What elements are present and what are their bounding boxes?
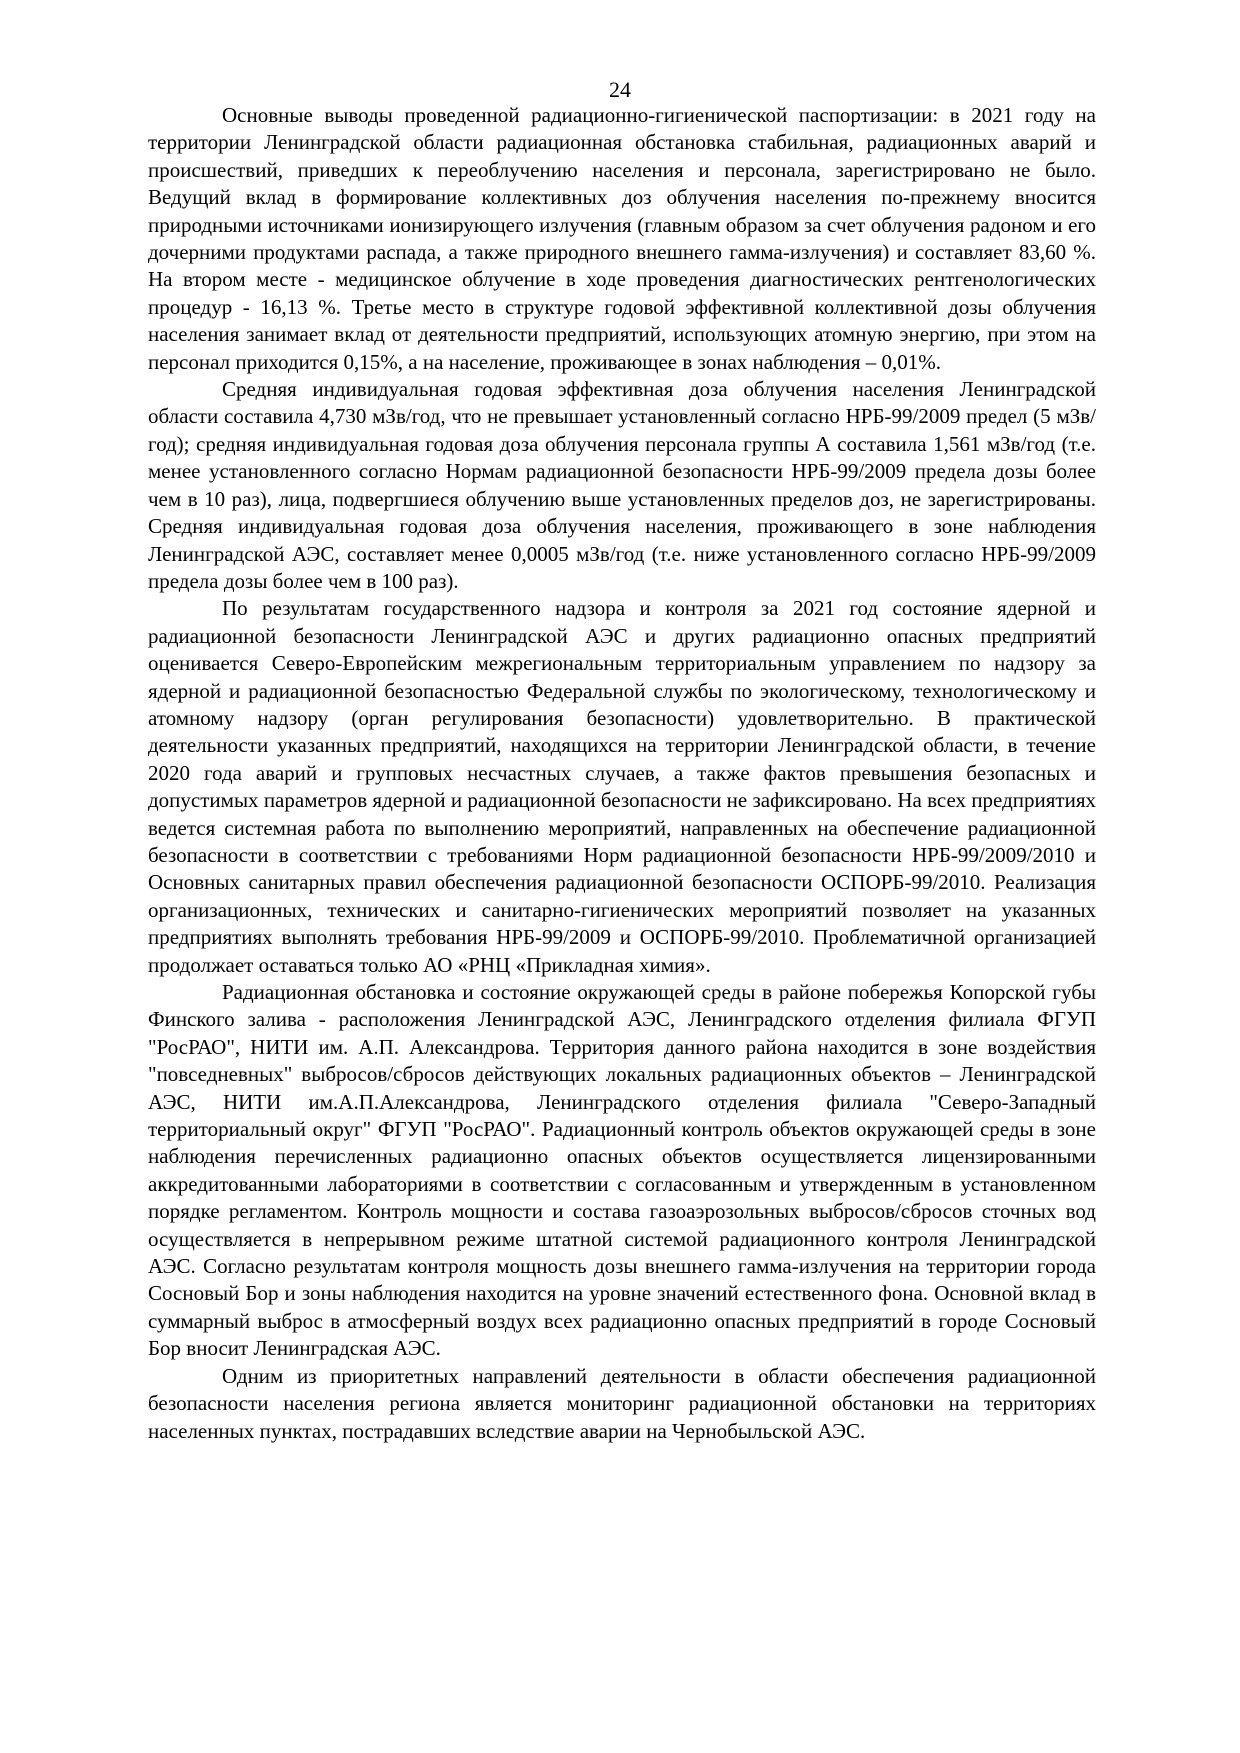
paragraph-state-supervision: По результатам государственного надзора и контроля за 2021 год состояние ядерной и радиационной безопасности Ленинградской АЭС и других радиационно опасных предприятий оценивается Северо-Европейским межрегиональным территориальным управлением по надзору за ядерной и радиационной безопасностью Федеральной службы по экологическому, технологическому и атомному надзору (орган регулирования безопасности) удовлетворительно. В практической деятельности указанных предприятий, находящихся на территории Ленинградской области, в течение 2020 года аварий и групповых несчастных случаев, а также фактов превышения безопасных и допустимых параметров ядерной и радиационной безопасности не зафиксировано. На всех предприятиях ведется системная работа по выполнению мероприятий, направленных на обеспечение радиационной безопасности в соответствии с требованиями Норм радиационной безопасности НРБ-99/2009/2010 и Основных санитарных правил обеспечения радиационной безопасности ОСПОРБ-99/2010. Реализация организационных, технических и санитарно-гигиенических мероприятий позволяет на указанных предприятиях выполнять требования НРБ-99/2009 и ОСПОРБ-99/2010. Проблематичной организацией продолжает оставаться только АО «РНЦ «Прикладная химия».: [148, 596, 1096, 977]
paragraph-summary-conclusions: Основные выводы проведенной радиационно-гигиенической паспортизации: в 2021 году на территории Ленинградской области радиационная обстановка стабильная, радиационных аварий и происшествий, приведших к переоблучению населения и персонала, зарегистрировано не было. Ведущий вклад в формирование коллективных доз облучения населения по-прежнему вносится природными источниками ионизирующего излучения (главным образом за счет облучения радоном и его дочерними продуктами распада, а также природного внешнего гамма-излучения) и составляет 83,60 %. На втором месте - медицинское облучение в ходе проведения диагностических рентгенологических процедур - 16,13 %. Третье место в структуре годовой эффективной коллективной дозы облучения населения занимает вклад от деятельности предприятий, использующих атомную энергию, при этом на персонал приходится 0,15%, а на население, проживающее в зонах наблюдения – 0,01%.: [148, 103, 1096, 374]
page-number: 24: [609, 77, 631, 102]
paragraph-average-doses: Средняя индивидуальная годовая эффективная доза облучения населения Ленинградской области составила 4,730 мЗв/год, что не превышает установленный согласно НРБ-99/2009 предел (5 мЗв/год); средняя индивидуальная годовая доза облучения персонала группы А составила 1,561 мЗв/год (т.е. менее установленного согласно Нормам радиационной безопасности НРБ-99/2009 предела дозы более чем в 10 раз), лица, подвергшиеся облучению выше установленных пределов доз, не зарегистрированы. Средняя индивидуальная годовая доза облучения населения, проживающего в зоне наблюдения Ленинградской АЭС, составляет менее 0,0005 мЗв/год (т.е. ниже установленного согласно НРБ-99/2009 предела дозы более чем в 100 раз).: [148, 377, 1096, 593]
paragraph-koporskaya-bay: Радиационная обстановка и состояние окружающей среды в районе побережья Копорской губы Финского залива - расположения Ленинградской АЭС, Ленинградского отделения филиала ФГУП "РосРАО", НИТИ им. А.П. Александрова. Территория данного района находится в зоне воздействия "повседневных" выбросов/сбросов действующих локальных радиационных объектов – Ленинградской АЭС, НИТИ им.А.П.Александрова, Ленинградского отделения филиала "Северо-Западный территориальный округ" ФГУП "РосРАО". Радиационный контроль объектов окружающей среды в зоне наблюдения перечисленных радиационно опасных объектов осуществляется лицензированными аккредитованными лабораториями в соответствии с согласованным и утвержденным в установленном порядке регламентом. Контроль мощности и состава газоаэрозольных выбросов/сбросов сточных вод осуществляется в непрерывном режиме штатной системой радиационного контроля Ленинградской АЭС. Согласно результатам контроля мощность дозы внешнего гамма-излучения на территории города Сосновый Бор и зоны наблюдения находится на уровне значений естественного фона. Основной вклад в суммарный выброс в атмосферный воздух всех радиационно опасных предприятий в городе Сосновый Бор вносит Ленинградская АЭС.: [148, 980, 1096, 1361]
paragraph-chernobyl-monitoring: Одним из приоритетных направлений деятельности в области обеспечения радиационной безопасности населения региона является мониторинг радиационной обстановки на территориях населенных пунктах, пострадавших вследствие аварии на Чернобыльской АЭС.: [148, 1363, 1096, 1443]
document-body: [148, 102, 1096, 1445]
